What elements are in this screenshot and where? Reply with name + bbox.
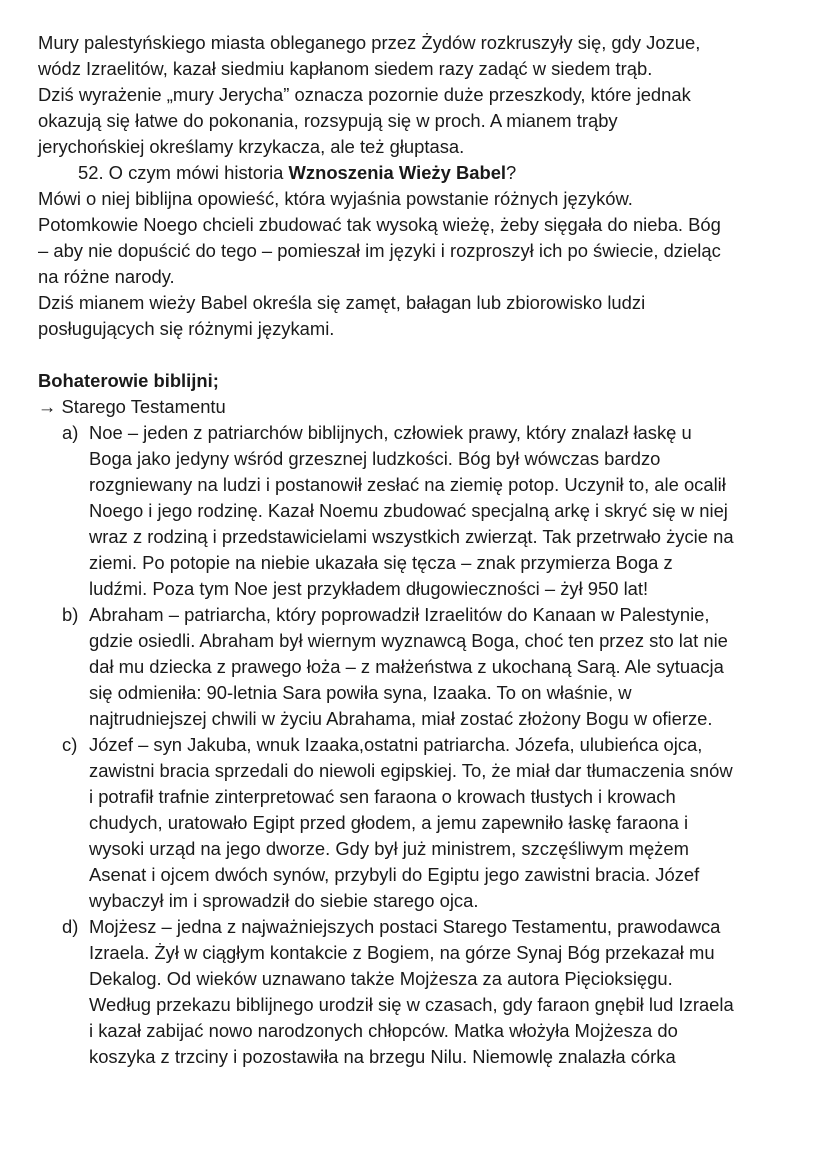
text-line: Asenat i ojcem dwóch synów, przybyli do Egiptu jego zawistni bracia. Józef: [89, 864, 700, 885]
text-line: Potomkowie Noego chcieli zbudować tak wysoką wieżę, żeby sięgała do nieba. Bóg: [38, 214, 721, 235]
question-suffix: ?: [506, 162, 517, 183]
list-item-mojzesz: [38, 914, 798, 1070]
text-line: okazują się łatwe do pokonania, rozsypują się w proch. A mianem trąby: [38, 110, 618, 131]
text-line: Noe – jeden z patriarchów biblijnych, człowiek prawy, który znalazł łaskę u: [89, 422, 692, 443]
text-line: wybaczył im i sprowadził do siebie starego ojca.: [89, 890, 479, 911]
section-heading: Bohaterowie biblijni;: [38, 370, 219, 391]
text-line: koszyka z trzciny i pozostawiła na brzegu Nilu. Niemowlę znalazła córka: [89, 1046, 676, 1067]
text-line: wraz z rodziną i przedstawicielami wszystkich zwierząt. Tak przetrwało życie na: [89, 526, 734, 547]
question-bold-term: Wznoszenia Wieży Babel: [288, 162, 507, 183]
text-line: się odmieniła: 90-letnia Sara powiła syna, Izaaka. To on właśnie, w: [89, 682, 632, 703]
blank-line: [38, 342, 798, 368]
section-subheading: → Starego Testamentu: [38, 396, 226, 417]
intro-paragraph: [38, 30, 798, 160]
list-marker: d): [62, 916, 79, 937]
text-line: i potrafił trafnie zinterpretować sen faraona o krowach tłustych i krowach: [89, 786, 676, 807]
babel-answer: [38, 186, 798, 342]
text-line: dał mu dziecka z prawego łoża – z małżeństwa z ukochaną Sarą. Ale sytuacja: [89, 656, 724, 677]
text-line: Noego i jego rodzinę. Kazał Noemu zbudować specjalną arkę i skryć się w niej: [89, 500, 728, 521]
text-line: zawistni bracia sprzedali do niewoli egipskiej. To, że miał dar tłumaczenia snów: [89, 760, 733, 781]
text-line: – aby nie dopuścić do tego – pomieszał im języki i rozproszył ich po świecie, dzieląc: [38, 240, 721, 261]
text-line: Józef – syn Jakuba, wnuk Izaaka,ostatni patriarcha. Józefa, ulubieńca ojca,: [89, 734, 703, 755]
list-item-jozef: [38, 732, 798, 914]
text-line: chudych, uratowało Egipt przed głodem, a jemu zapewniło łaskę faraona i: [89, 812, 689, 833]
question-prefix: 52. O czym mówi historia: [78, 162, 289, 183]
text-line: Dziś mianem wieży Babel określa się zamęt, bałagan lub zbiorowisko ludzi: [38, 292, 646, 313]
list-marker: a): [62, 422, 79, 443]
list-marker: c): [62, 734, 78, 755]
text-line: jerychońskiej określamy krzykacza, ale też głuptasa.: [38, 136, 465, 157]
text-line: Abraham – patriarcha, który poprowadził Izraelitów do Kanaan w Palestynie,: [89, 604, 710, 625]
question-52: [38, 160, 798, 186]
text-line: gdzie osiedli. Abraham był wiernym wyznawcą Boga, choć ten przez sto lat nie: [89, 630, 728, 651]
list-marker: b): [62, 604, 79, 625]
document-page: [38, 30, 798, 1070]
text-line: Izraela. Żył w ciągłym kontakcie z Bogiem, na górze Synaj Bóg przekazał mu: [89, 942, 715, 963]
text-line: ziemi. Po potopie na niebie ukazała się tęcza – znak przymierza Boga z: [89, 552, 673, 573]
text-line: i kazał zabijać nowo narodzonych chłopców. Matka włożyła Mojżesza do: [89, 1020, 678, 1041]
text-line: na różne narody.: [38, 266, 175, 287]
text-line: rozgniewany na ludzi i postanowił zesłać na ziemię potop. Uczynił to, ale ocalił: [89, 474, 726, 495]
text-line: Dekalog. Od wieków uznawano także Mojżesza za autora Pięcioksięgu.: [89, 968, 673, 989]
text-line: Boga jako jedyny wśród grzesznej ludzkości. Bóg był wówczas bardzo: [89, 448, 661, 469]
list-item-abraham: [38, 602, 798, 732]
list-item-noe: [38, 420, 798, 602]
text-line: Według przekazu biblijnego urodził się w czasach, gdy faraon gnębił lud Izraela: [89, 994, 734, 1015]
text-line: Mojżesz – jedna z najważniejszych postaci Starego Testamentu, prawodawca: [89, 916, 721, 937]
text-line: wódz Izraelitów, kazał siedmiu kapłanom siedem razy zadąć w siedem trąb.: [38, 58, 653, 79]
text-line: posługujących się różnymi językami.: [38, 318, 335, 339]
text-line: najtrudniejszej chwili w życiu Abrahama, miał zostać złożony Bogu w ofierze.: [89, 708, 713, 729]
text-line: Dziś wyrażenie „mury Jerycha” oznacza pozornie duże przeszkody, które jednak: [38, 84, 691, 105]
text-line: Mówi o niej biblijna opowieść, która wyjaśnia powstanie różnych języków.: [38, 188, 633, 209]
text-line: Mury palestyńskiego miasta obleganego przez Żydów rozkruszyły się, gdy Jozue,: [38, 32, 701, 53]
text-line: ludźmi. Poza tym Noe jest przykładem długowieczności – żył 950 lat!: [89, 578, 649, 599]
text-line: wysoki urząd na jego dworze. Gdy był już ministrem, szczęśliwym mężem: [89, 838, 689, 859]
